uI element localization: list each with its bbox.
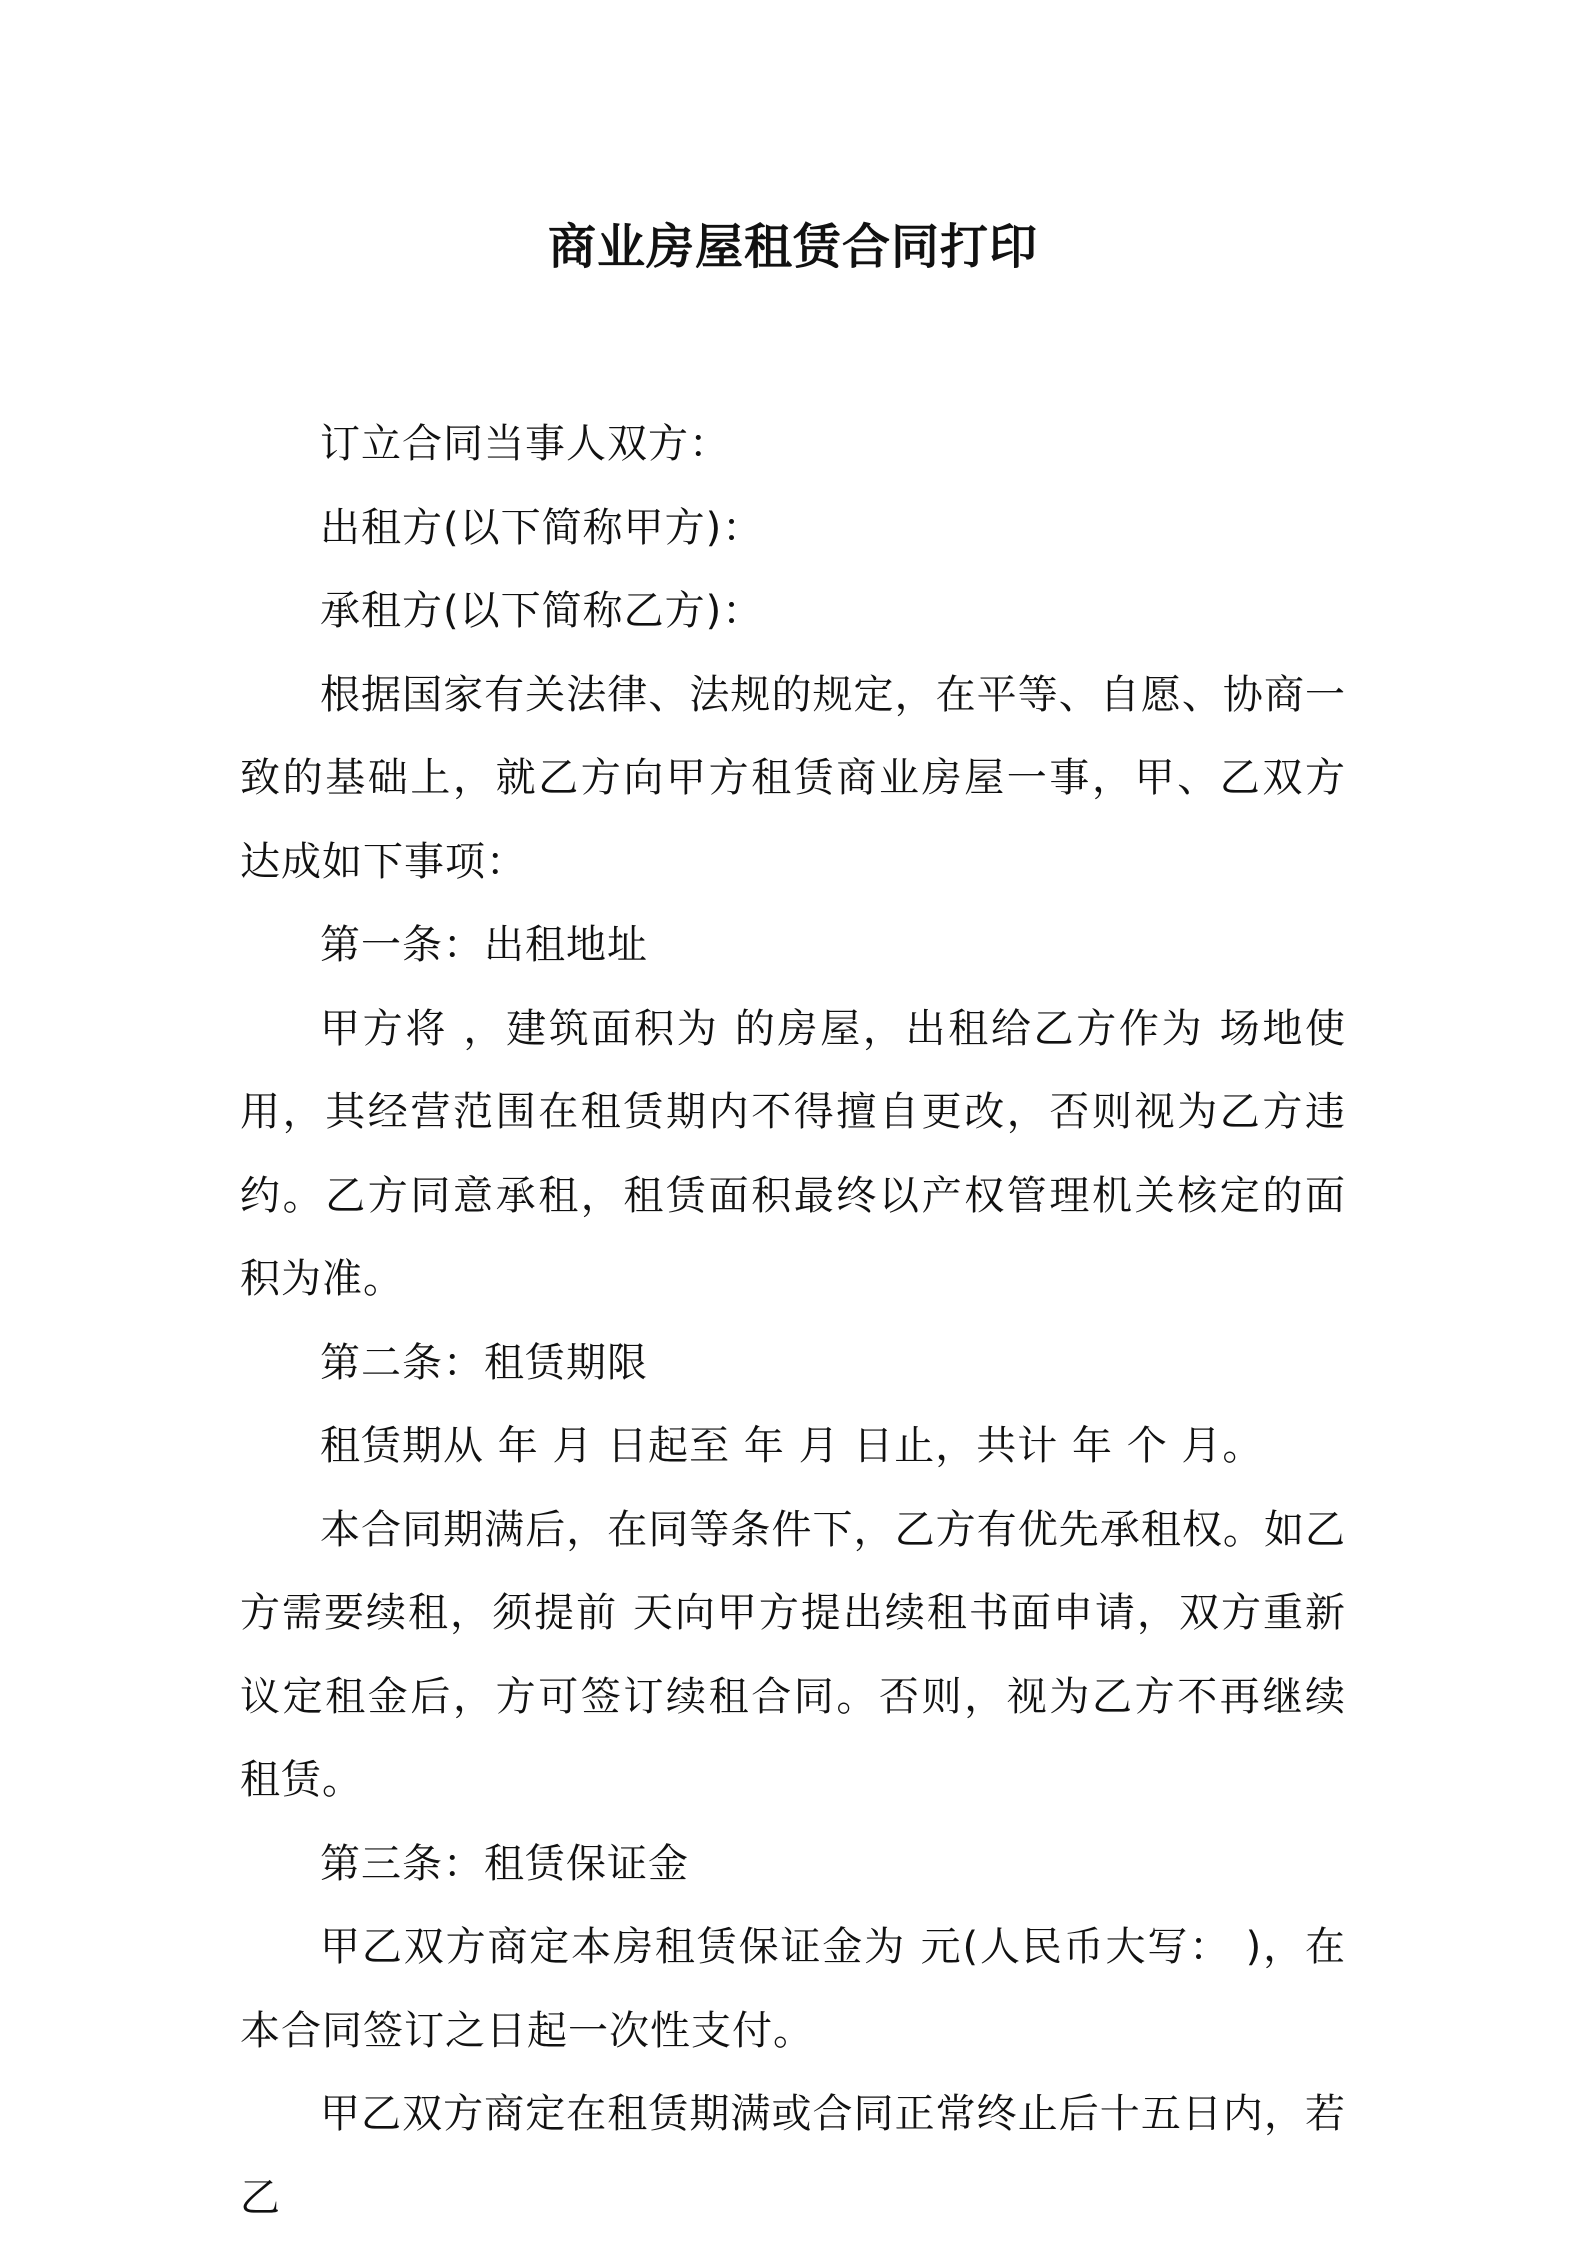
article-2-renewal: 本合同期满后，在同等条件下，乙方有优先承租权。如乙方需要续租，须提前 天向甲方提出续租书面申请，双方重新议定租金后，方可签订续租合同。否则，视为乙方不再继续租赁。 <box>240 1506 1346 1803</box>
paragraph-lessee: 承租方(以下简称乙方)： <box>320 588 764 634</box>
document-title: 商业房屋租赁合同打印 <box>547 219 1038 275</box>
article-2-heading: 第二条：租赁期限 <box>320 1339 648 1386</box>
article-3-refund: 甲乙双方商定在租赁期满或合同正常终止后十五日内，若乙 <box>240 2091 1346 2221</box>
document-body <box>240 403 1346 2240</box>
paragraph-preamble: 根据国家有关法律、法规的规定，在平等、自愿、协商一致的基础上，就乙方向甲方租赁商业房屋一事，甲、乙双方达成如下事项： <box>240 671 1346 885</box>
paragraph-lessor: 出租方(以下简称甲方)： <box>320 504 764 551</box>
article-2-term: 租赁期从 年 月 日起至 年 月 日止，共计 年 个 月。 <box>320 1423 1264 1469</box>
article-3-heading: 第三条：租赁保证金 <box>320 1840 689 1887</box>
article-1-text: 甲方将 ，建筑面积为 的房屋，出租给乙方作为 场地使用，其经营范围在租赁期内不得擅自更改，否则视为乙方违约。乙方同意承租，租赁面积最终以产权管理机关核定的面积为准。 <box>240 1005 1346 1302</box>
paragraph-parties-intro: 订立合同当事人双方： <box>320 421 730 467</box>
article-3-deposit: 甲乙双方商定本房租赁保证金为 元(人民币大写： )，在本合同签订之日起一次性支付。 <box>240 1924 1346 2054</box>
article-1-heading: 第一条：出租地址 <box>320 922 648 968</box>
